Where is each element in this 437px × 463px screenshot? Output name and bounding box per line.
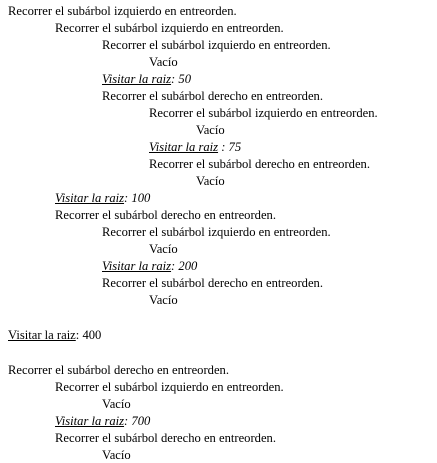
- traversal-step: Recorrer el subárbol derecho en entreorden.: [55, 431, 276, 445]
- visit-root-line: [55, 191, 150, 206]
- visit-root-label: Visitar la raiz: [55, 191, 125, 205]
- visit-root-label: Visitar la raiz: [102, 72, 172, 86]
- visit-root-separator: :: [171, 72, 179, 86]
- traversal-step: Recorrer el subárbol derecho en entreorden.: [8, 363, 229, 377]
- node-value: 100: [131, 191, 151, 205]
- visit-root-label: Visitar la raiz: [102, 259, 172, 273]
- node-value: 200: [178, 259, 198, 273]
- traversal-step: Recorrer el subárbol izquierdo en entreorden.: [149, 106, 378, 120]
- traversal-step: Recorrer el subárbol izquierdo en entreorden.: [8, 4, 237, 18]
- visit-root-separator: :: [171, 259, 179, 273]
- traversal-step: Recorrer el subárbol derecho en entreorden.: [149, 157, 370, 171]
- visit-root-label: Visitar la raiz: [55, 414, 125, 428]
- traversal-step: Recorrer el subárbol izquierdo en entreorden.: [102, 38, 331, 52]
- visit-root-line: [55, 414, 150, 429]
- node-value: 75: [228, 140, 242, 154]
- visit-root-separator: :: [124, 191, 132, 205]
- traversal-step: Recorrer el subárbol derecho en entreorden.: [102, 89, 323, 103]
- traversal-step: Vacío: [149, 55, 178, 69]
- traversal-step: Vacío: [149, 293, 178, 307]
- traversal-step: Vacío: [149, 242, 178, 256]
- visit-root-line: [8, 328, 101, 343]
- visit-root-label: Visitar la raiz: [149, 140, 219, 154]
- node-value: 400: [82, 328, 102, 342]
- visit-root-line: [102, 259, 197, 274]
- traversal-step: Recorrer el subárbol derecho en entreorden.: [102, 276, 323, 290]
- traversal-step: Vacío: [196, 174, 225, 188]
- traversal-step: Recorrer el subárbol izquierdo en entreorden.: [55, 21, 284, 35]
- traversal-step: Recorrer el subárbol derecho en entreorden.: [55, 208, 276, 222]
- traversal-step: Recorrer el subárbol izquierdo en entreorden.: [55, 380, 284, 394]
- visit-root-separator: :: [218, 140, 229, 154]
- traversal-step: Vacío: [102, 448, 131, 462]
- traversal-step: Recorrer el subárbol izquierdo en entreorden.: [102, 225, 331, 239]
- node-value: 50: [178, 72, 191, 86]
- traversal-step: Vacío: [196, 123, 225, 137]
- visit-root-label: Visitar la raiz: [8, 328, 76, 342]
- visit-root-separator: :: [124, 414, 132, 428]
- visit-root-separator: :: [75, 328, 83, 342]
- node-value: 700: [131, 414, 151, 428]
- visit-root-line: [102, 72, 191, 87]
- traversal-step: Vacío: [102, 397, 131, 411]
- visit-root-line: [149, 140, 241, 155]
